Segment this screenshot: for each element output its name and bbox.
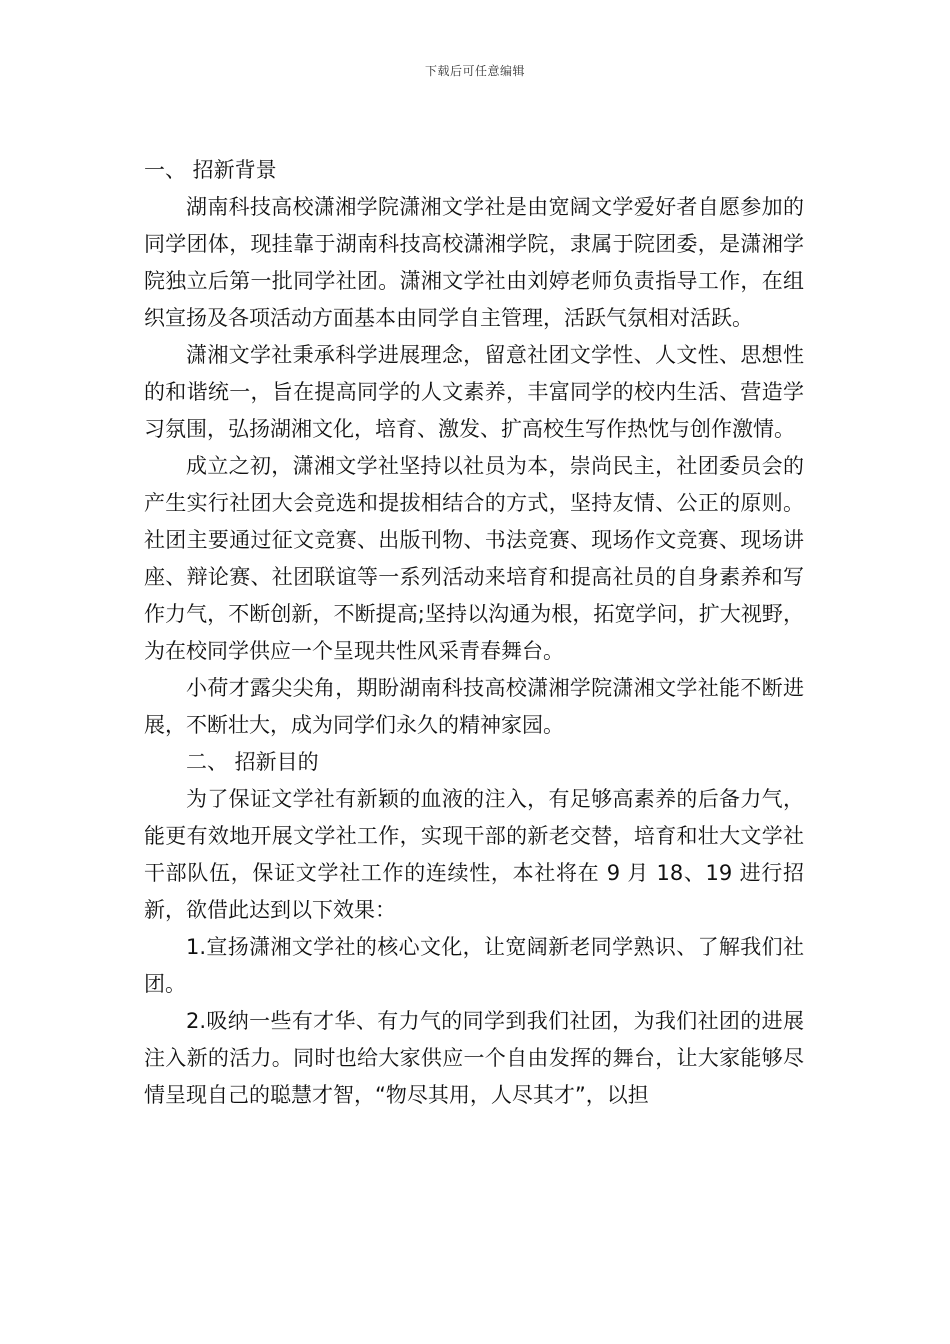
- paragraph-founding: 成立之初，潇湘文学社坚持以社员为本，崇尚民主，社团委员会的产生实行社团大会竞选和提拔相结合的方式，坚持友情、公正的原则。社团主要通过征文竞赛、出版刊物、书法竞赛、现场作文竞赛、现场讲座、辩论赛、社团联谊等一系列活动来培育和提高社员的自身素养和写作力气，不断创新，不断提高;坚持以沟通为根，拓宽学问，扩大视野，为在校同学供应一个呈现共性风采青春舞台。: [144, 454, 804, 663]
- section-heading-purpose: 二、 招新目的: [186, 750, 319, 774]
- document-body: [144, 152, 804, 1114]
- page-header: 下载后可任意编辑: [424, 64, 525, 78]
- section-heading-background: 一、 招新背景: [144, 158, 277, 182]
- list-item-1: 1.宣扬潇湘文学社的核心文化，让宽阔新老同学熟识、了解我们社团。: [144, 935, 804, 996]
- paragraph-philosophy: 潇湘文学社秉承科学进展理念，留意社团文学性、人文性、思想性的和谐统一，旨在提高同学的人文素养，丰富同学的校内生活、营造学习氛围，弘扬湖湘文化，培育、激发、扩高校生写作热忱与创作激情。: [144, 343, 804, 441]
- paragraph-intro: 湖南科技高校潇湘学院潇湘文学社是由宽阔文学爱好者自愿参加的同学团体，现挂靠于湖南科技高校潇湘学院，隶属于院团委，是潇湘学院独立后第一批同学社团。潇湘文学社由刘婷老师负责指导工作，在组织宣扬及各项活动方面基本由同学自主管理，活跃气氛相对活跃。: [144, 195, 804, 330]
- list-item-2: 2.吸纳一些有才华、有力气的同学到我们社团，为我们社团的进展注入新的活力。同时也给大家供应一个自由发挥的舞台，让大家能够尽情呈现自己的聪慧才智，“物尽其用，人尽其才”，以担: [144, 1009, 804, 1107]
- paragraph-hope: 小荷才露尖尖角，期盼湖南科技高校潇湘学院潇湘文学社能不断进展，不断壮大，成为同学们永久的精神家园。: [144, 676, 804, 737]
- paragraph-purpose: 为了保证文学社有新颖的血液的注入，有足够高素养的后备力气，能更有效地开展文学社工作，实现干部的新老交替，培育和壮大文学社干部队伍，保证文学社工作的连续性，本社将在 9 月 18、19 进行招新，欲借此达到以下效果：: [144, 787, 804, 922]
